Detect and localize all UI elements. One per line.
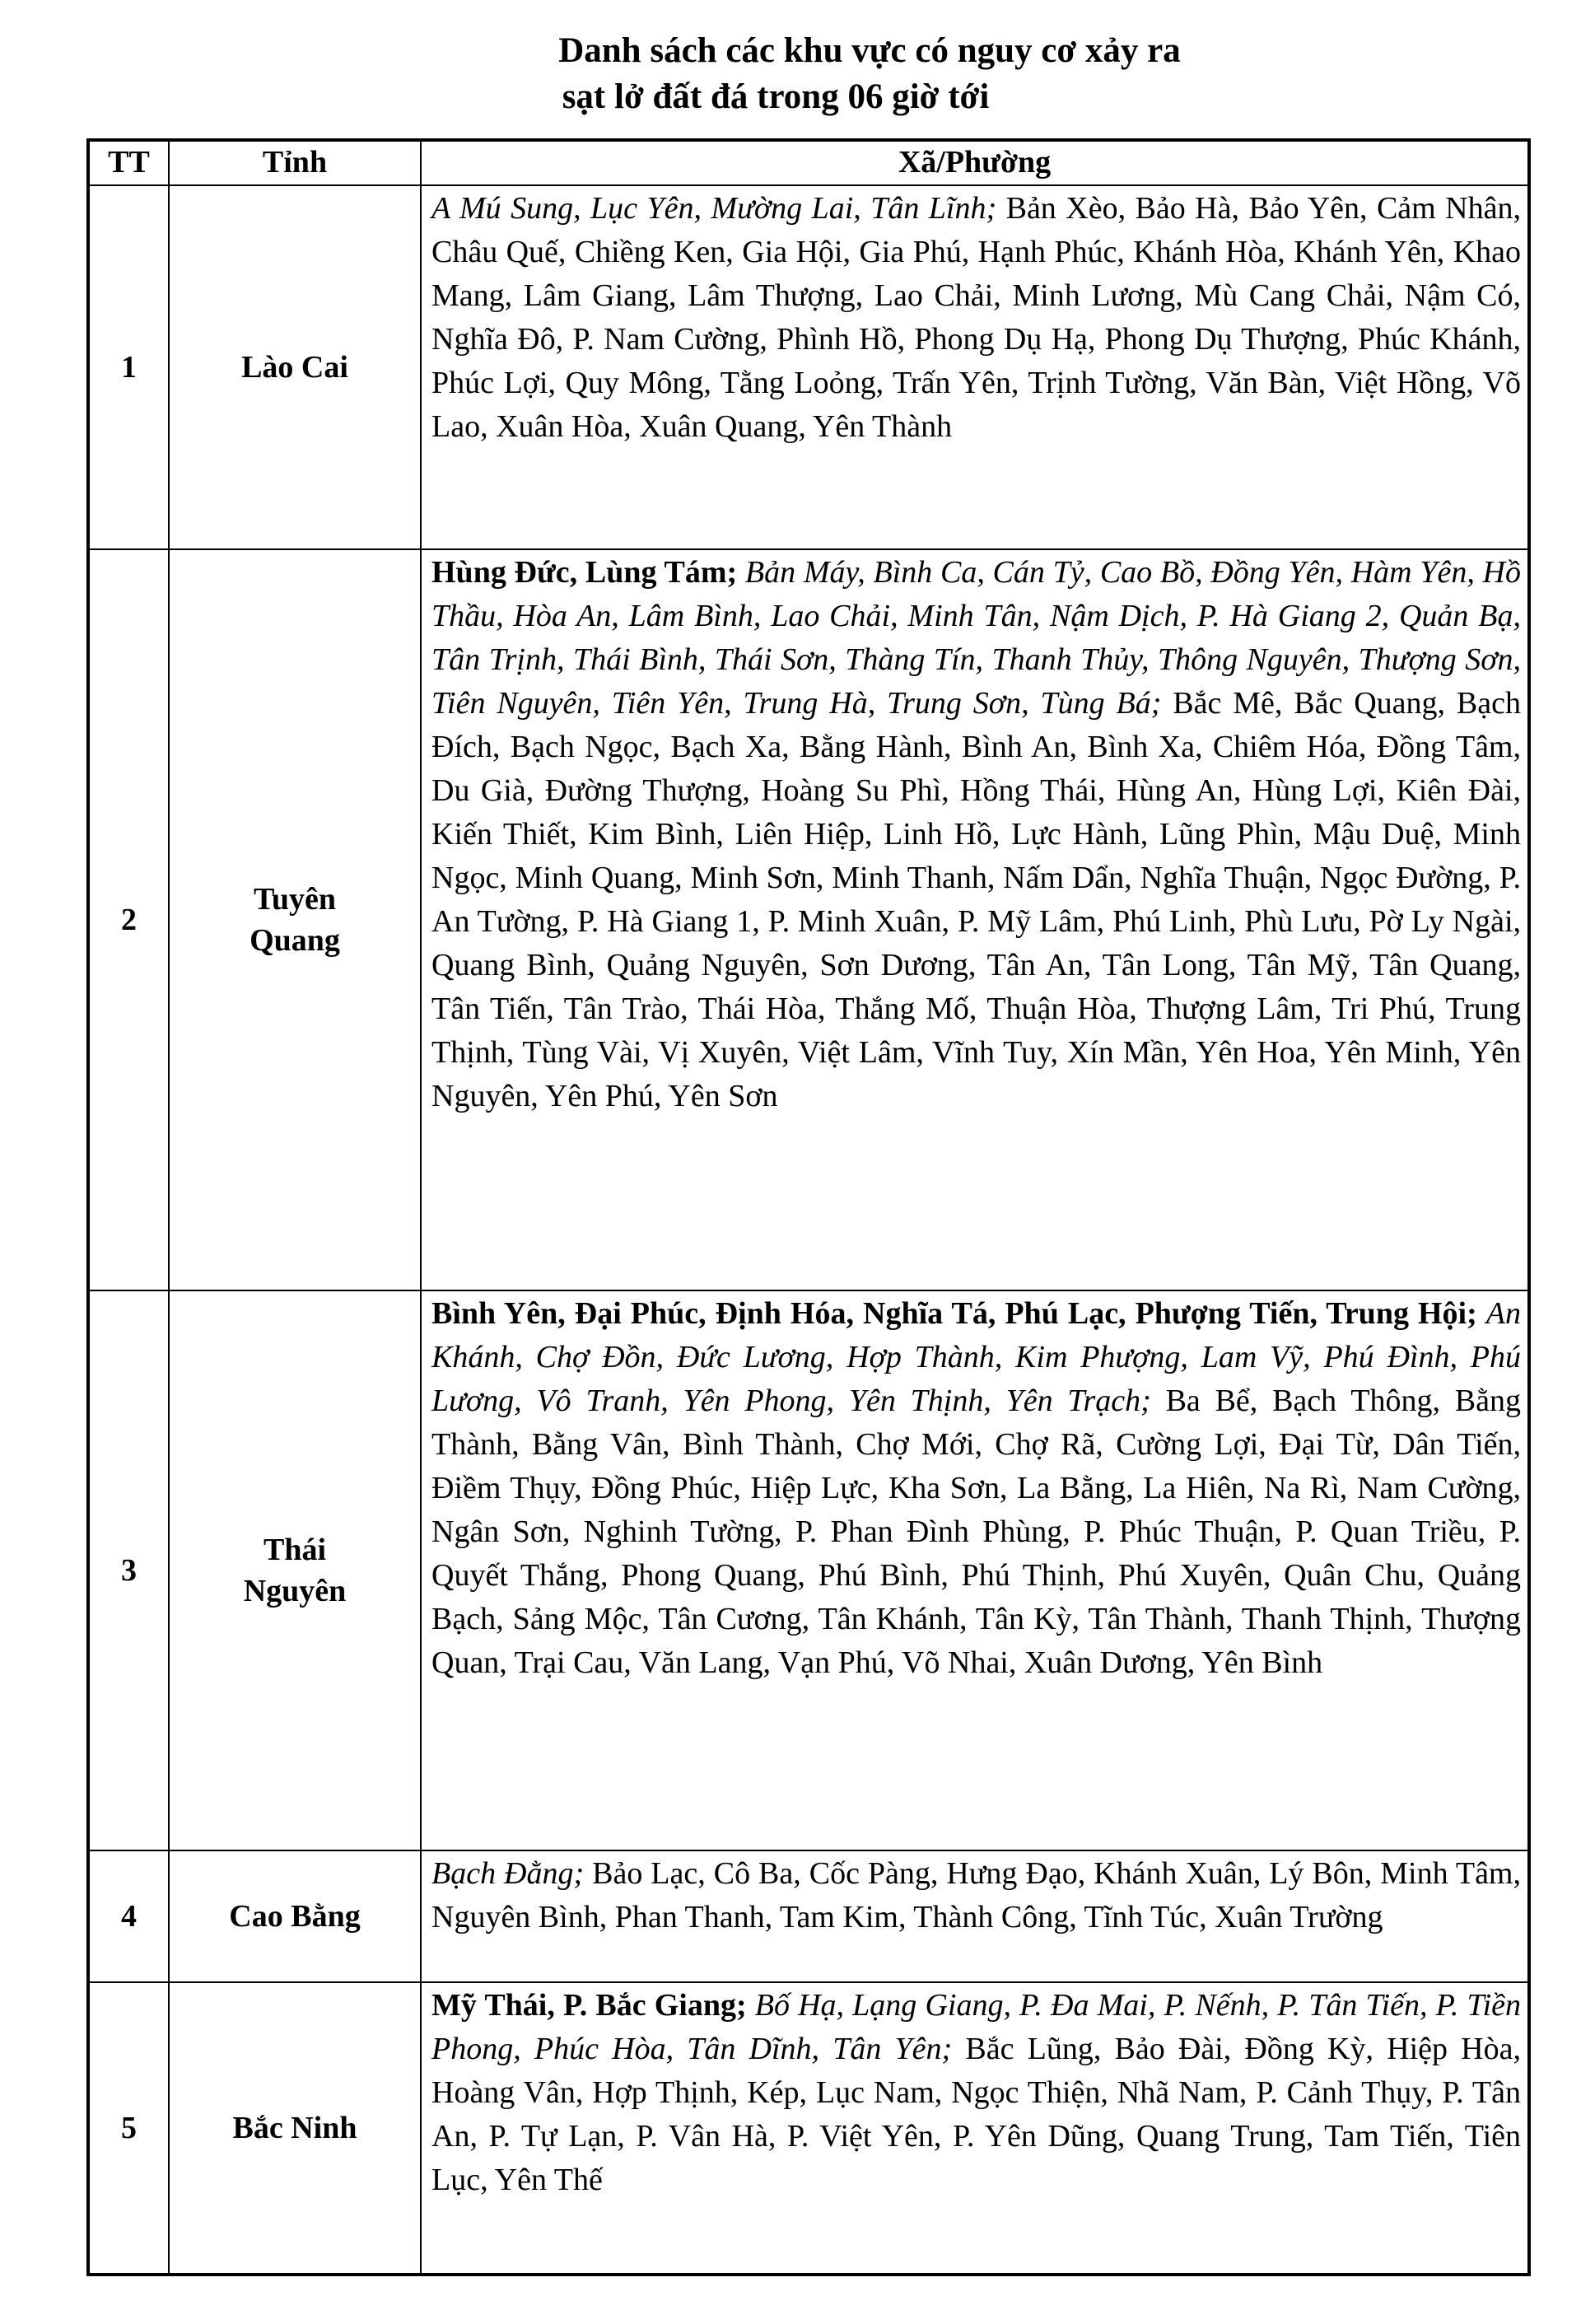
table-row [88, 1850, 1529, 1982]
commune-segment-bold: Mỹ Thái, P. Bắc Giang; [431, 1988, 755, 2023]
commune-cell [421, 1982, 1529, 2275]
commune-segment-italic: Bản Máy, Bình Ca, Cán Tỷ, Cao Bồ, Đồng Yên, Hàm Yên, Hồ Thầu, Hòa An, Lâm Bình, Lao Chải, Minh Tân, Nậm Dịch, P. Hà Giang 2, Quản Bạ, Tân Trịnh, Thái Bình, Thái Sơn, Thàng Tín, Thanh Thủy, Thông Nguyên, Thượng Sơn, Tiên Nguyên, Tiên Yên, Trung Hà, Trung Sơn, Tùng Bá; [431, 555, 1521, 721]
commune-segment-italic: A Mú Sung, Lục Yên, Mường Lai, Tân Lĩnh; [431, 191, 1006, 226]
table-row [88, 1982, 1529, 2275]
tt-cell: 1 [88, 185, 169, 549]
commune-segment-bold: Hùng Đức, Lùng Tám; [431, 555, 745, 590]
tt-cell: 4 [88, 1850, 169, 1982]
table-row [88, 1290, 1529, 1850]
tt-cell: 3 [88, 1290, 169, 1850]
commune-segment-bold: Bình Yên, Đại Phúc, Định Hóa, Nghĩa Tá, Phú Lạc, Phượng Tiến, Trung Hội; [431, 1296, 1486, 1331]
commune-cell [421, 549, 1529, 1290]
commune-cell [421, 1290, 1529, 1850]
title-line-1: Danh sách các khu vực có nguy cơ xảy ra [558, 31, 1181, 70]
commune-segment-regular: Bắc Lũng, Bảo Đài, Đồng Kỳ, Hiệp Hòa, Hoàng Vân, Hợp Thịnh, Kép, Lục Nam, Ngọc Thiện, Nhã Nam, P. Cảnh Thụy, P. Tân An, P. Tự Lạn, P. Vân Hà, P. Việt Yên, P. Yên Dũng, Quang Trung, Tam Tiến, Tiên Lục, Yên Thế [431, 2032, 1521, 2197]
province-cell: Thái Nguyên [169, 1290, 421, 1850]
commune-segment-italic: Bạch Đằng; [431, 1856, 593, 1891]
table-body [88, 185, 1529, 2275]
commune-segment-regular: Ba Bể, Bạch Thông, Bằng Thành, Bằng Vân, Bình Thành, Chợ Mới, Chợ Rã, Cường Lợi, Đại Từ, Dân Tiến, Điềm Thụy, Đồng Phúc, Hiệp Lực, Kha Sơn, La Bằng, La Hiên, Na Rì, Nam Cường, Ngân Sơn, Nghinh Tường, P. Phan Đình Phùng, P. Phúc Thuận, P. Quan Triều, P. Quyết Thắng, Phong Quang, Phú Bình, Phú Thịnh, Phú Xuyên, Quân Chu, Quảng Bạch, Sảng Mộc, Tân Cương, Tân Khánh, Tân Kỳ, Tân Thành, Thanh Thịnh, Thượng Quan, Trại Cau, Văn Lang, Vạn Phú, Võ Nhai, Xuân Dương, Yên Bình [431, 1384, 1521, 1680]
title-line-2: sạt lở đất đá trong 06 giờ tới [562, 77, 990, 116]
province-cell: Tuyên Quang [169, 549, 421, 1290]
commune-segment-italic: An Khánh, Chợ Đồn, Đức Lương, Hợp Thành, Kim Phượng, Lam Vỹ, Phú Đình, Phú Lương, Vô Tranh, Yên Phong, Yên Thịnh, Yên Trạch; [431, 1296, 1521, 1418]
table-row [88, 185, 1529, 549]
tt-cell: 2 [88, 549, 169, 1290]
province-cell: Bắc Ninh [169, 1982, 421, 2275]
document-title [86, 28, 1527, 120]
tt-cell: 5 [88, 1982, 169, 2275]
commune-segment-regular: Bắc Mê, Bắc Quang, Bạch Đích, Bạch Ngọc, Bạch Xa, Bằng Hành, Bình An, Bình Xa, Chiêm Hóa, Đồng Tâm, Du Già, Đường Thượng, Hoàng Su Phì, Hồng Thái, Hùng An, Hùng Lợi, Kiên Đài, Kiến Thiết, Kim Bình, Liên Hiệp, Linh Hồ, Lực Hành, Lũng Phìn, Mậu Duệ, Minh Ngọc, Minh Quang, Minh Sơn, Minh Thanh, Nấm Dẩn, Nghĩa Thuận, Ngọc Đường, P. An Tường, P. Hà Giang 1, P. Minh Xuân, P. Mỹ Lâm, Phú Linh, Phù Lưu, Pờ Ly Ngài, Quang Bình, Quảng Nguyên, Sơn Dương, Tân An, Tân Long, Tân Mỹ, Tân Quang, Tân Tiến, Tân Trào, Thái Hòa, Thắng Mố, Thuận Hòa, Thượng Lâm, Tri Phú, Trung Thịnh, Tùng Vài, Vị Xuyên, Việt Lâm, Vĩnh Tuy, Xín Mần, Yên Hoa, Yên Minh, Yên Nguyên, Yên Phú, Yên Sơn [431, 686, 1521, 1113]
header-cell-tt: TT [88, 140, 169, 185]
province-cell: Cao Bằng [169, 1850, 421, 1982]
commune-segment-regular: Bảo Lạc, Cô Ba, Cốc Pàng, Hưng Đạo, Khánh Xuân, Lý Bôn, Minh Tâm, Nguyên Bình, Phan Thanh, Tam Kim, Thành Công, Tĩnh Túc, Xuân Trường [431, 1856, 1521, 1934]
commune-cell [421, 1850, 1529, 1982]
header-cell-province: Tỉnh [169, 140, 421, 185]
province-cell: Lào Cai [169, 185, 421, 549]
landslide-risk-table [86, 138, 1531, 2276]
commune-segment-regular: Bản Xèo, Bảo Hà, Bảo Yên, Cảm Nhân, Châu Quế, Chiềng Ken, Gia Hội, Gia Phú, Hạnh Phúc, Khánh Hòa, Khánh Yên, Khao Mang, Lâm Giang, Lâm Thượng, Lao Chải, Minh Lương, Mù Cang Chải, Nậm Có, Nghĩa Đô, P. Nam Cường, Phình Hồ, Phong Dụ Hạ, Phong Dụ Thượng, Phúc Khánh, Phúc Lợi, Quy Mông, Tằng Loỏng, Trấn Yên, Trịnh Tường, Văn Bàn, Việt Hồng, Võ Lao, Xuân Hòa, Xuân Quang, Yên Thành [431, 191, 1521, 444]
header-cell-commune: Xã/Phường [421, 140, 1529, 185]
table-row [88, 549, 1529, 1290]
header-row [88, 140, 1529, 185]
commune-segment-italic: Bố Hạ, Lạng Giang, P. Đa Mai, P. Nếnh, P. Tân Tiến, P. Tiền Phong, Phúc Hòa, Tân Dĩnh, Tân Yên; [431, 1988, 1521, 2066]
commune-cell [421, 185, 1529, 549]
table-header [88, 140, 1529, 185]
